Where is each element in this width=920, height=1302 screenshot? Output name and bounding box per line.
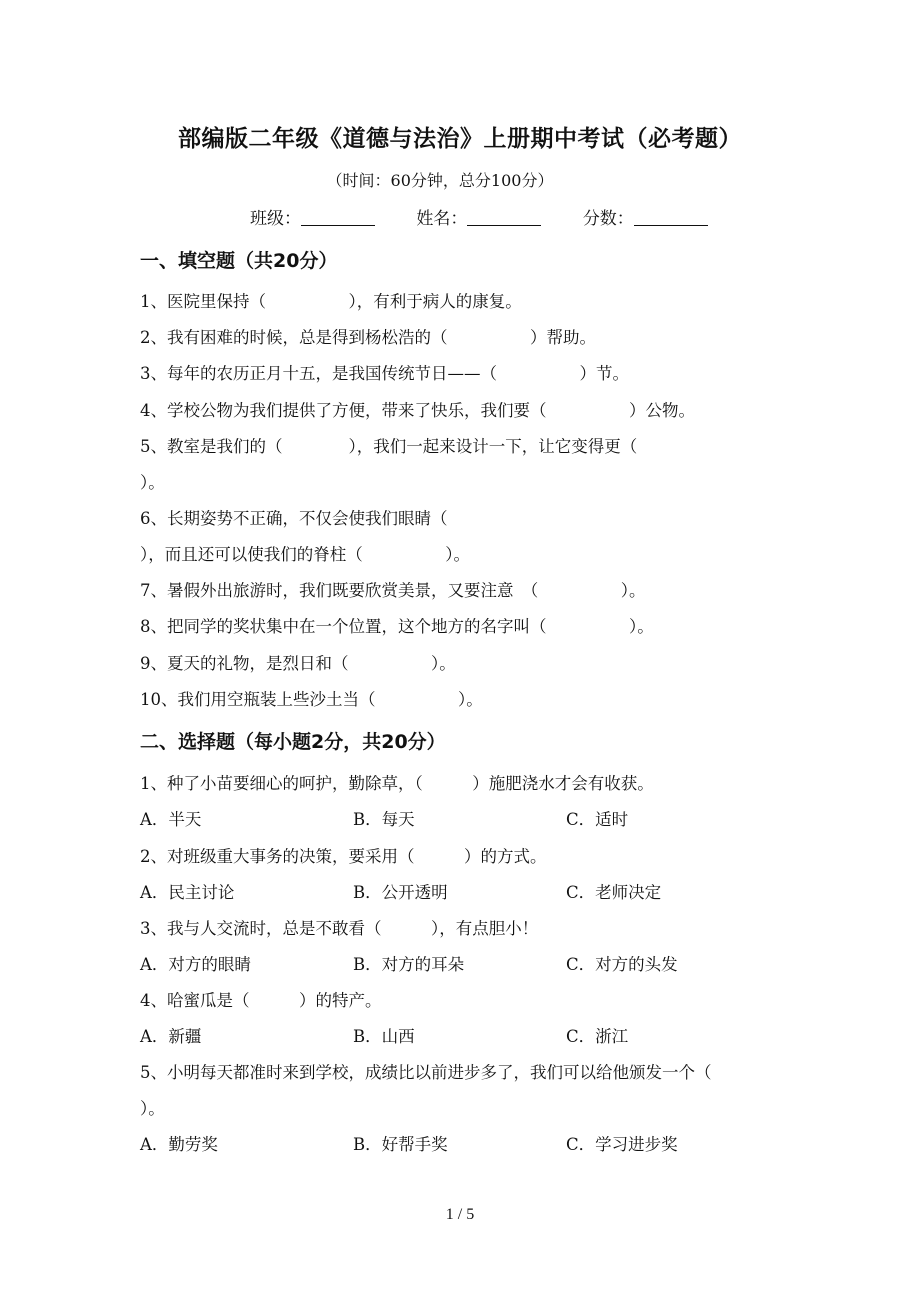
option-b[interactable]: B．好帮手奖 [353,1135,448,1154]
option-a[interactable]: A．新疆 [140,1027,202,1046]
section-heading-fill-in: 一、填空题（共20分） [140,250,338,272]
fill-question-9: 9、夏天的礼物，是烈日和（ ）。 [140,654,456,673]
fill-question-3: 3、每年的农历正月十五，是我国传统节日——（ ）节。 [140,364,629,383]
exam-subtitle: （时间：60分钟，总分100分） [326,171,554,190]
fill-question-10: 10、我们用空瓶装上些沙土当（ ）。 [140,690,483,709]
name-blank[interactable] [467,209,541,226]
fill-question-2: 2、我有困难的时候，总是得到杨松浩的（ ）帮助。 [140,328,596,347]
option-c[interactable]: C．老师决定 [566,883,662,902]
fill-question-1: 1、医院里保持（ ），有利于病人的康复。 [140,292,522,311]
fill-question-8: 8、把同学的奖状集中在一个位置，这个地方的名字叫（ ）。 [140,617,654,636]
option-c[interactable]: C．对方的头发 [566,955,678,974]
fill-question-6-cont: ），而且还可以使我们的脊柱（ ）。 [140,545,470,564]
choice-question-1: 1、种了小苗要细心的呵护，勤除草，（ ）施肥浇水才会有收获。 [140,774,654,793]
option-b[interactable]: B．每天 [353,810,415,829]
score-blank[interactable] [634,209,708,226]
choice-question-4: 4、哈蜜瓜是（ ）的特产。 [140,991,382,1010]
choice-question-3: 3、我与人交流时，总是不敢看（ ），有点胆小！ [140,919,539,938]
choice-question-5: 5、小明每天都准时来到学校，成绩比以前进步多了，我们可以给他颁发一个（ [140,1063,712,1082]
class-blank[interactable] [301,209,375,226]
score-field [583,204,708,229]
option-a[interactable]: A．对方的眼睛 [140,955,251,974]
option-a[interactable]: A．半天 [140,810,202,829]
option-a[interactable]: A．民主讨论 [140,883,235,902]
choice-question-2: 2、对班级重大事务的决策，要采用（ ）的方式。 [140,847,547,866]
option-c[interactable]: C．学习进步奖 [566,1135,678,1154]
option-b[interactable]: B．山西 [353,1027,415,1046]
option-a[interactable]: A．勤劳奖 [140,1135,218,1154]
option-c[interactable]: C．浙江 [566,1027,629,1046]
section-heading-choice: 二、选择题（每小题2分，共20分） [140,731,446,753]
name-label: 姓名： [416,209,468,229]
page-title: 部编版二年级《道德与法治》上册期中考试（必考题） [178,126,742,152]
fill-question-7: 7、暑假外出旅游时，我们既要欣赏美景，又要注意 （ ）。 [140,581,646,600]
option-b[interactable]: B．公开透明 [353,883,448,902]
page-number: 1 / 5 [445,1206,475,1223]
option-b[interactable]: B．对方的耳朵 [353,955,465,974]
option-c[interactable]: C．适时 [566,810,629,829]
choice-question-5-cont: ）。 [140,1099,165,1118]
class-field [250,204,375,229]
fill-question-5-cont: ）。 [140,473,165,492]
score-label: 分数： [582,209,634,229]
name-field [416,204,541,229]
class-label: 班级： [250,209,301,229]
fill-question-6: 6、长期姿势不正确，不仅会使我们眼睛（ [140,509,448,528]
fill-question-5: 5、教室是我们的（ ），我们一起来设计一下，让它变得更（ [140,437,638,456]
fill-question-4: 4、学校公物为我们提供了方便，带来了快乐，我们要（ ）公物。 [140,401,695,420]
student-info-row [250,204,744,229]
